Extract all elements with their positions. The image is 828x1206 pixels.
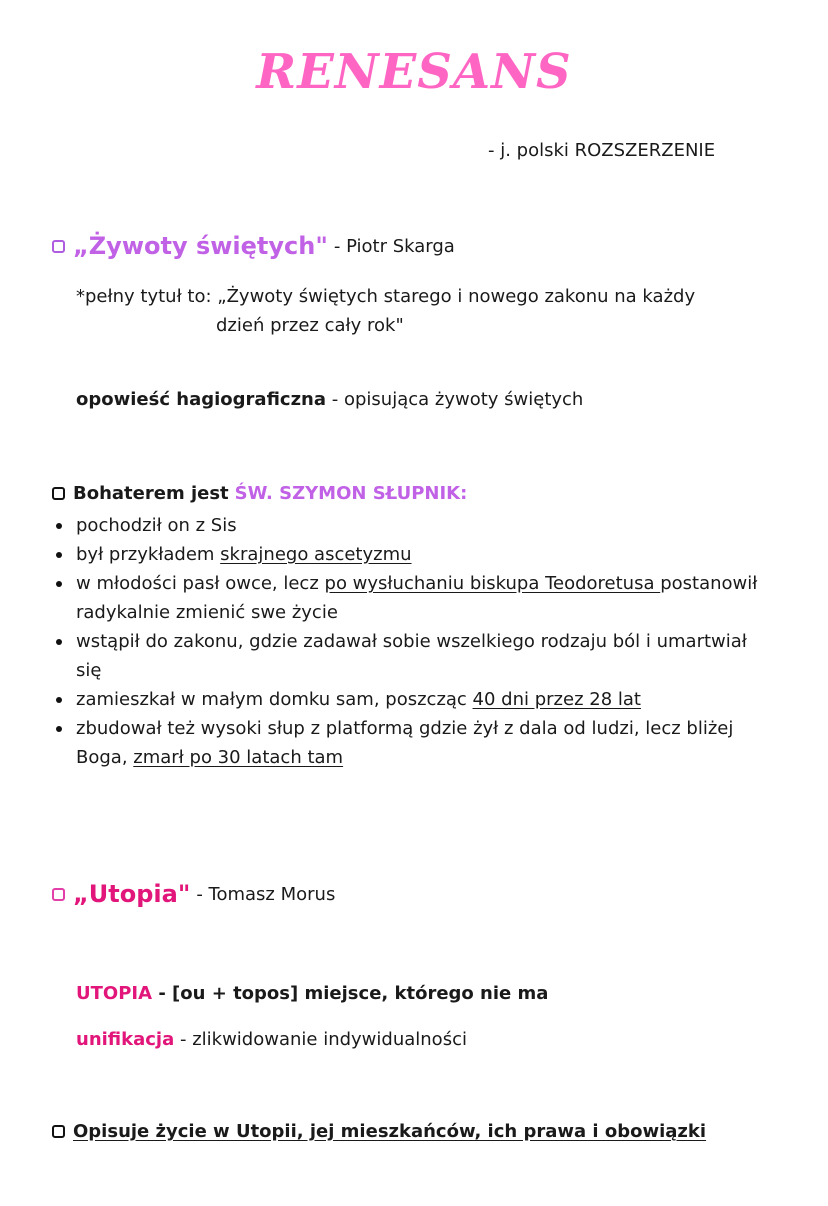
hero-bullet-text: w młodości pasł owce, lecz [76, 573, 325, 594]
checkbox-icon [52, 1125, 65, 1138]
checkbox-icon [52, 888, 65, 901]
hero-bullet-text: zmarł po 30 latach tam [133, 747, 344, 768]
hagiography-definition [76, 389, 583, 410]
hero-bullet-text: zamieszkał w małym domku sam, poszcząc [76, 689, 473, 710]
section-utopia-heading [52, 880, 335, 908]
section-utopia-author: - Tomasz Morus [196, 883, 336, 905]
hero-bullet-text: pochodził on z Sis [76, 515, 237, 536]
unifikacja-definition [76, 1029, 467, 1050]
unifikacja-word: unifikacja [76, 1029, 175, 1050]
section-utopia-title: „Utopia" [73, 880, 191, 908]
hero-bullet-text: był przykładem [76, 544, 221, 565]
hero-label: Bohaterem jest [73, 483, 229, 504]
hero-bullet-text: wstąpił do zakonu, gdzie zadawał sobie wszelkiego rodzaju ból i umartwiał się [76, 631, 747, 681]
hero-bullet-item [52, 627, 772, 685]
full-title-line2: dzień przez cały rok" [216, 315, 404, 336]
utopia-describe: Opisuje życie w Utopii, jej mieszkańców, ich prawa i obowiązki [73, 1121, 707, 1142]
unifikacja-def: - zlikwidowanie indywidualności [179, 1029, 467, 1050]
full-title-line1: *pełny tytuł to: „Żywoty świętych starego i nowego zakonu na każdy [76, 286, 696, 307]
checkbox-icon [52, 240, 65, 253]
utopia-definition [76, 983, 548, 1004]
section-zywoty-author: - Piotr Skarga [333, 235, 455, 257]
hagiography-term: opowieść hagiograficzna [76, 389, 327, 410]
hero-bullet-text: zbudował też wysoki słup z platformą gdzie żył z dala od ludzi, lecz bliżej Boga, [76, 718, 734, 768]
hero-bullet-text: po wysłuchaniu biskupa Teodoretusa [324, 573, 661, 594]
hagiography-def: - opisująca żywoty świętych [331, 389, 584, 410]
hero-heading [52, 483, 467, 504]
section-zywoty-title: „Żywoty świętych" [73, 232, 328, 260]
hero-bullet-text: postanowił radykalnie zmienić swe życie [76, 573, 758, 623]
hero-bullet-item [52, 714, 772, 772]
utopia-word: UTOPIA [76, 983, 153, 1004]
hero-bullet-item [52, 540, 772, 569]
hero-bullet-item [52, 569, 772, 627]
page-title: RENESANS [256, 44, 572, 100]
page-subtitle: - j. polski ROZSZERZENIE [488, 140, 716, 161]
section-zywoty-heading [52, 232, 455, 260]
utopia-def: - [ou + topos] miejsce, którego nie ma [158, 983, 549, 1004]
hero-name: ŚW. SZYMON SŁUPNIK: [234, 483, 468, 504]
utopia-describe-heading [52, 1121, 706, 1142]
hero-bullet-list [52, 511, 772, 772]
checkbox-icon [52, 487, 65, 500]
hero-bullet-text: 40 dni przez 28 lat [472, 689, 641, 710]
hero-bullet-item [52, 511, 772, 540]
hero-bullet-item [52, 685, 772, 714]
hero-bullet-text: skrajnego ascetyzmu [220, 544, 412, 565]
